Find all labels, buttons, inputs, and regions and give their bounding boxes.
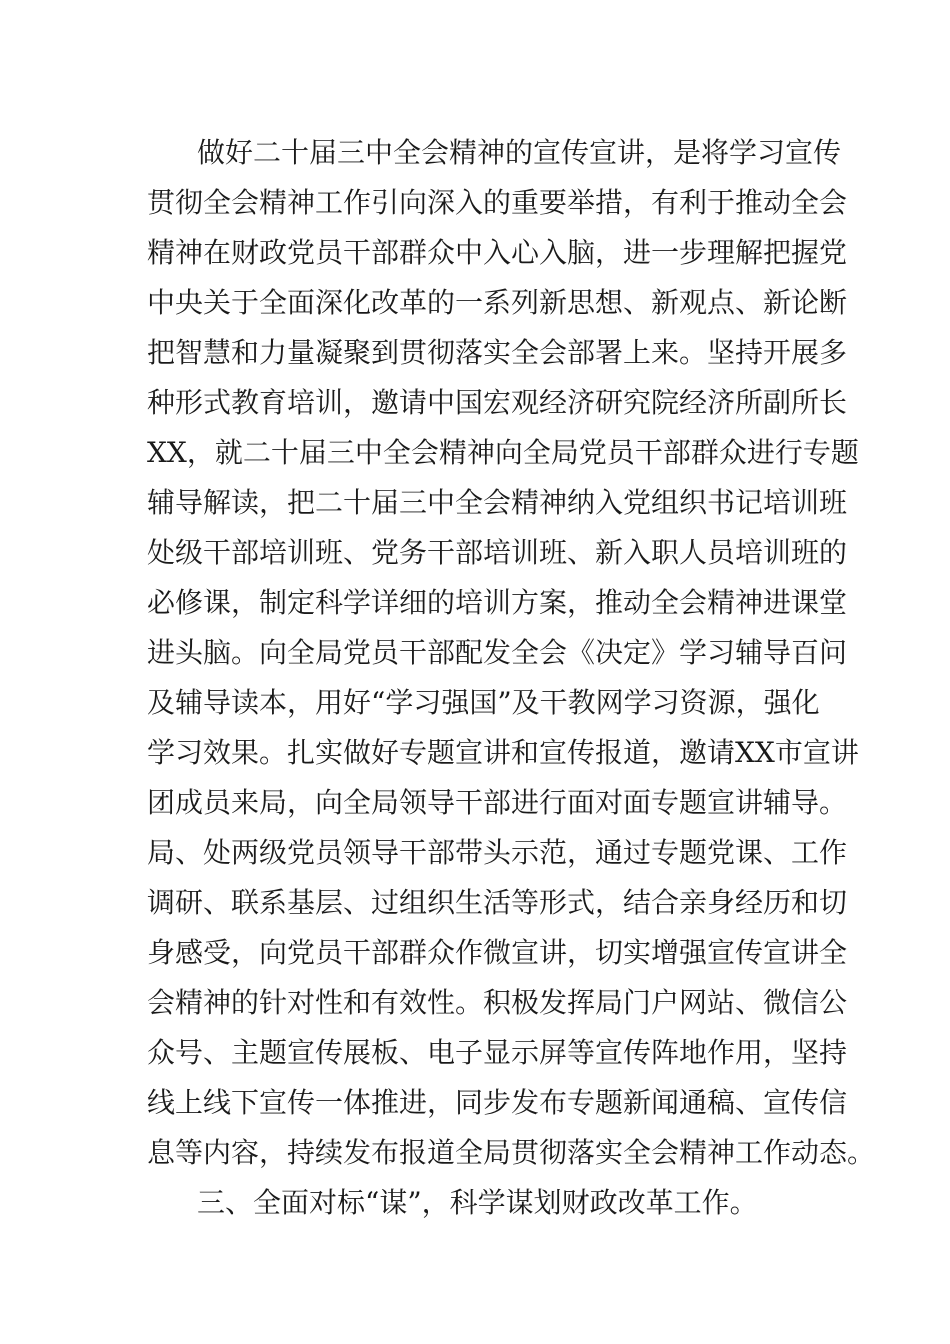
text-line: 把智慧和力量凝聚到贯彻落实全会部署上来。坚持开展多	[147, 336, 848, 369]
text-line: 种形式教育培训，邀请中国宏观经济研究院经济所副所长	[147, 386, 848, 419]
text-line: 局、处两级党员领导干部带头示范，通过专题党课、工作	[147, 836, 848, 869]
text-line: 精神在财政党员干部群众中入心入脑，进一步理解把握党	[147, 236, 848, 269]
section-heading	[147, 1178, 807, 1228]
text-line: 息等内容，持续发布报道全局贯彻落实全会精神工作动态。	[147, 1136, 876, 1169]
text-line: 线上线下宣传一体推进，同步发布专题新闻通稿、宣传信	[147, 1086, 848, 1119]
text-line: 中央关于全面深化改革的一系列新思想、新观点、新论断	[147, 286, 848, 319]
text-line: 处级干部培训班、党务干部培训班、新入职人员培训班的	[147, 536, 848, 569]
text-line: 辅导解读，把二十届三中全会精神纳入党组织书记培训班	[147, 486, 848, 519]
text-line: 身感受，向党员干部群众作微宣讲，切实增强宣传宣讲全	[147, 936, 848, 969]
text-line: 团成员来局，向全局领导干部进行面对面专题宣讲辅导。	[147, 786, 848, 819]
text-line: 及辅导读本，用好“学习强国”及干教网学习资源，强化	[147, 686, 820, 719]
text-line: 会精神的针对性和有效性。积极发挥局门户网站、微信公	[147, 986, 848, 1019]
text-line: 必修课，制定科学详细的培训方案，推动全会精神进课堂	[147, 586, 848, 619]
text-line: 进头脑。向全局党员干部配发全会《决定》学习辅导百问	[147, 636, 848, 669]
text-line: 调研、联系基层、过组织生活等形式，结合亲身经历和切	[147, 886, 848, 919]
paragraph-publicity	[147, 128, 876, 1178]
text-line: 学习效果。扎实做好专题宣讲和宣传报道，邀请XX市宣讲	[147, 736, 859, 769]
heading-line: 三、全面对标“谋”，科学谋划财政改革工作。	[197, 1186, 758, 1219]
text-line: 贯彻全会精神工作引向深入的重要举措，有利于推动全会	[147, 186, 848, 219]
text-line: 做好二十届三中全会精神的宣传宣讲，是将学习宣传	[197, 136, 842, 169]
text-line: 众号、主题宣传展板、电子显示屏等宣传阵地作用，坚持	[147, 1036, 848, 1069]
text-line: XX，就二十届三中全会精神向全局党员干部群众进行专题	[147, 436, 859, 469]
document-body	[147, 128, 876, 1228]
